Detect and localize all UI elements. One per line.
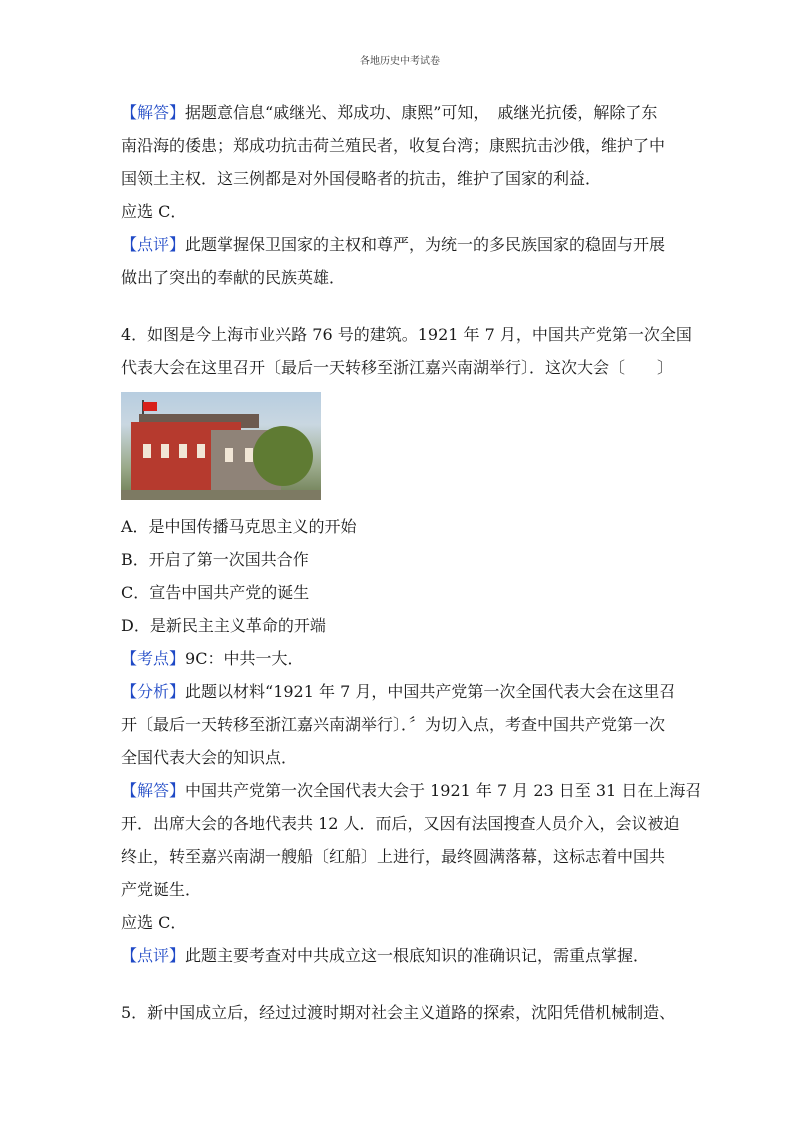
dianping-tag: 【点评】 (121, 946, 186, 965)
option-c: C．宣告中国共产党的诞生 (121, 583, 310, 602)
window (197, 444, 205, 458)
q3-dianping-line2: 做出了突出的奉献的民族英雄． (121, 268, 346, 287)
window (179, 444, 187, 458)
q3-jieda-text: 据题意信息“戚继光、郑成功、康熙”可知， 戚继光抗倭，解除了东 (185, 103, 658, 122)
q3-jieda-line1 (121, 96, 681, 129)
window (161, 444, 169, 458)
q3-jieda-line3: 国领土主权．这三例都是对外国侵略者的抗击，维护了国家的利益． (121, 169, 602, 188)
kaodian-tag: 【考点】 (121, 649, 186, 668)
spacer (121, 972, 681, 996)
q3-jieda-line2: 南沿海的倭患；郑成功抗击荷兰殖民者，收复台湾；康熙抗击沙俄，维护了中 (121, 136, 666, 155)
q4-kaodian-text: 9C：中共一大． (185, 649, 304, 668)
option-b: B．开启了第一次国共合作 (121, 550, 309, 569)
q4-jieda-line1 (121, 774, 702, 807)
option-a: A．是中国传播马克思主义的开始 (121, 517, 357, 536)
q4-fenxi-line2: 开〔最后一天转移至浙江嘉兴南湖举行〕．〞为切入点，考查中国共产党第一次 (121, 715, 666, 734)
page-header: 各地历史中考试卷 (360, 56, 440, 67)
window (143, 444, 151, 458)
q5-stem-line1: 5．新中国成立后，经过过渡时期对社会主义道路的探索，沈阳凭借机械制造、 (121, 1003, 676, 1022)
q4-jieda-text: 中国共产党第一次全国代表大会于 1921 年 7 月 23 日至 31 日在上海召 (185, 781, 702, 800)
building-photo (121, 392, 321, 500)
q4-dianping (121, 939, 681, 972)
red-flag (143, 402, 157, 411)
spacer (121, 294, 681, 318)
document-body (121, 96, 702, 1029)
q4-dianping-text: 此题主要考查对中共成立这一根底知识的准确识记，需重点掌握． (185, 946, 650, 965)
q4-stem-line2: 代表大会在这里召开〔最后一天转移至浙江嘉兴南湖举行〕．这次大会〔 〕 (121, 358, 674, 377)
q3-dianping-text: 此题掌握保卫国家的主权和尊严，为统一的多民族国家的稳固与开展 (185, 235, 666, 254)
q4-fenxi-text: 此题以材料“1921 年 7 月，中国共产党第一次全国代表大会在这里召 (185, 682, 676, 701)
q3-answer: 应选 C． (121, 202, 187, 221)
option-d: D．是新民主主义革命的开端 (121, 616, 326, 635)
q4-fenxi-line3: 全国代表大会的知识点． (121, 748, 298, 767)
jieda-tag: 【解答】 (121, 781, 186, 800)
q4-jieda-line3: 终止，转至嘉兴南湖一艘船〔红船〕上进行，最终圆满落幕，这标志着中国共 (121, 847, 666, 866)
window (225, 448, 233, 462)
ground (121, 490, 321, 500)
q4-jieda-line2: 开．出席大会的各地代表共 12 人．而后，又因有法国搜查人员介入，会议被迫 (121, 814, 680, 833)
q4-answer: 应选 C． (121, 913, 187, 932)
q4-stem-line1: 4．如图是今上海市业兴路 76 号的建筑。1921 年 7 月，中国共产党第一次全国 (121, 325, 692, 344)
dianping-tag: 【点评】 (121, 235, 186, 254)
window (245, 448, 253, 462)
q4-jieda-line4: 产党诞生． (121, 880, 202, 899)
fenxi-tag: 【分析】 (121, 682, 186, 701)
tree (253, 426, 313, 486)
q3-dianping-line1 (121, 228, 681, 261)
jieda-tag: 【解答】 (121, 103, 186, 122)
q4-fenxi-line1 (121, 675, 681, 708)
q4-kaodian (121, 642, 681, 675)
